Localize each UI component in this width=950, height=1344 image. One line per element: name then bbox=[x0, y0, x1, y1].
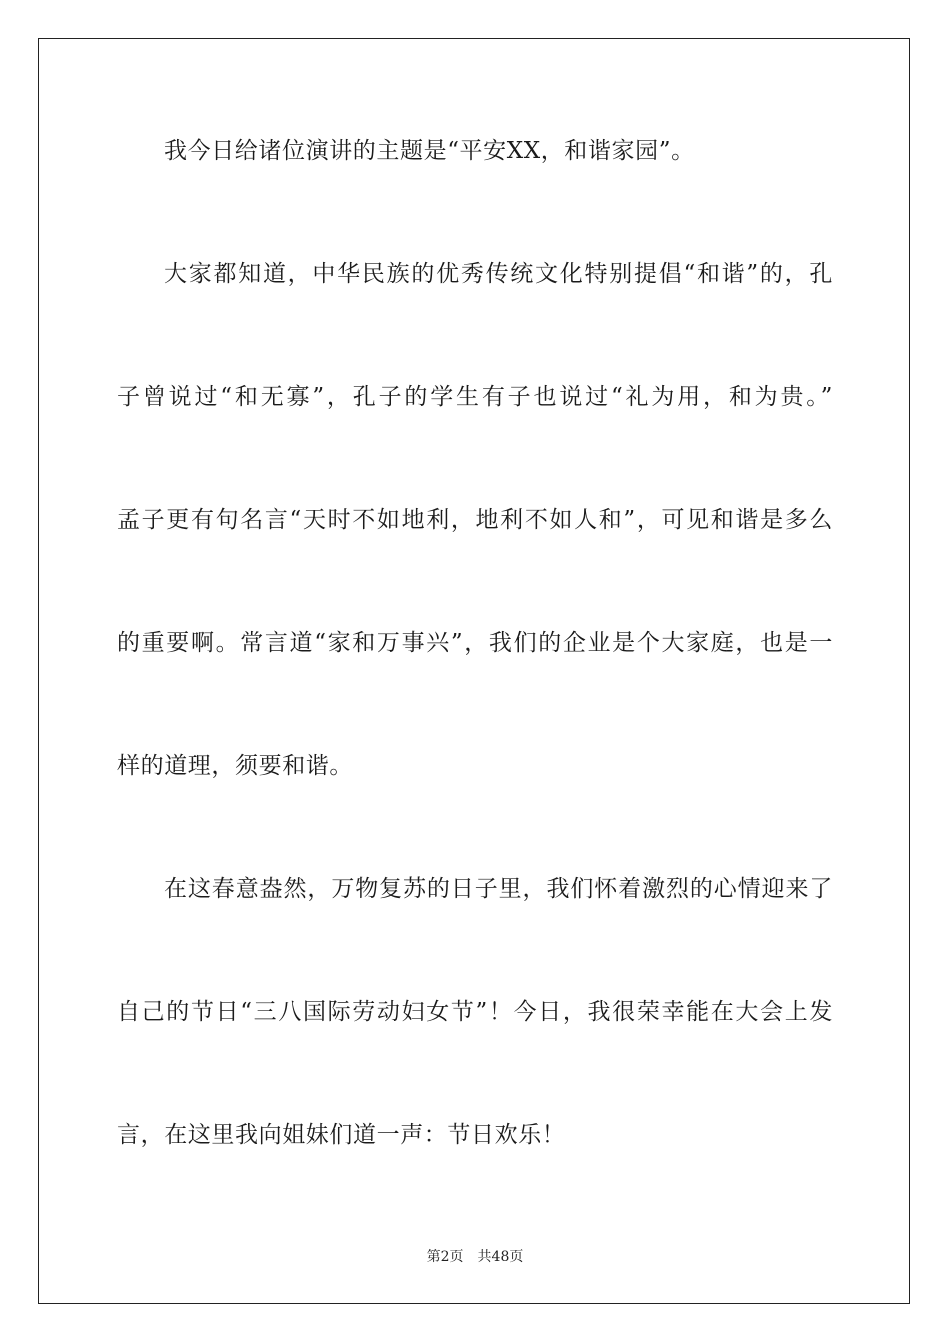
paragraph-3-line-1: 在这春意盎然，万物复苏的日子里，我们怀着激烈的心情迎来了 bbox=[164, 876, 833, 902]
paragraph-2-line-4: 的重要啊。常言道“家和万事兴”，我们的企业是个大家庭，也是一 bbox=[117, 630, 833, 656]
paragraph-3-line-3: 言，在这里我向姐妹们道一声：节日欢乐！ bbox=[117, 1122, 566, 1148]
page-footer bbox=[0, 1247, 950, 1267]
paragraph-3-line-2: 自己的节日“三八国际劳动妇女节”！今日，我很荣幸能在大会上发 bbox=[117, 999, 833, 1025]
page-border bbox=[38, 38, 910, 1304]
paragraph-2-line-1: 大家都知道，中华民族的优秀传统文化特别提倡“和谐”的，孔 bbox=[164, 261, 833, 287]
paragraph-2-line-5: 样的道理，须要和谐。 bbox=[117, 753, 353, 779]
paragraph-1-line-1: 我今日给诸位演讲的主题是“平安XX，和谐家园”。 bbox=[164, 138, 695, 164]
page-number: 第2页 bbox=[426, 1249, 464, 1265]
total-pages: 共48页 bbox=[477, 1249, 524, 1265]
paragraph-2-line-3: 孟子更有句名言“天时不如地利，地利不如人和”，可见和谐是多么 bbox=[117, 507, 833, 533]
paragraph-2-line-2: 子曾说过“和无寡”，孔子的学生有子也说过“礼为用，和为贵。” bbox=[117, 384, 833, 410]
